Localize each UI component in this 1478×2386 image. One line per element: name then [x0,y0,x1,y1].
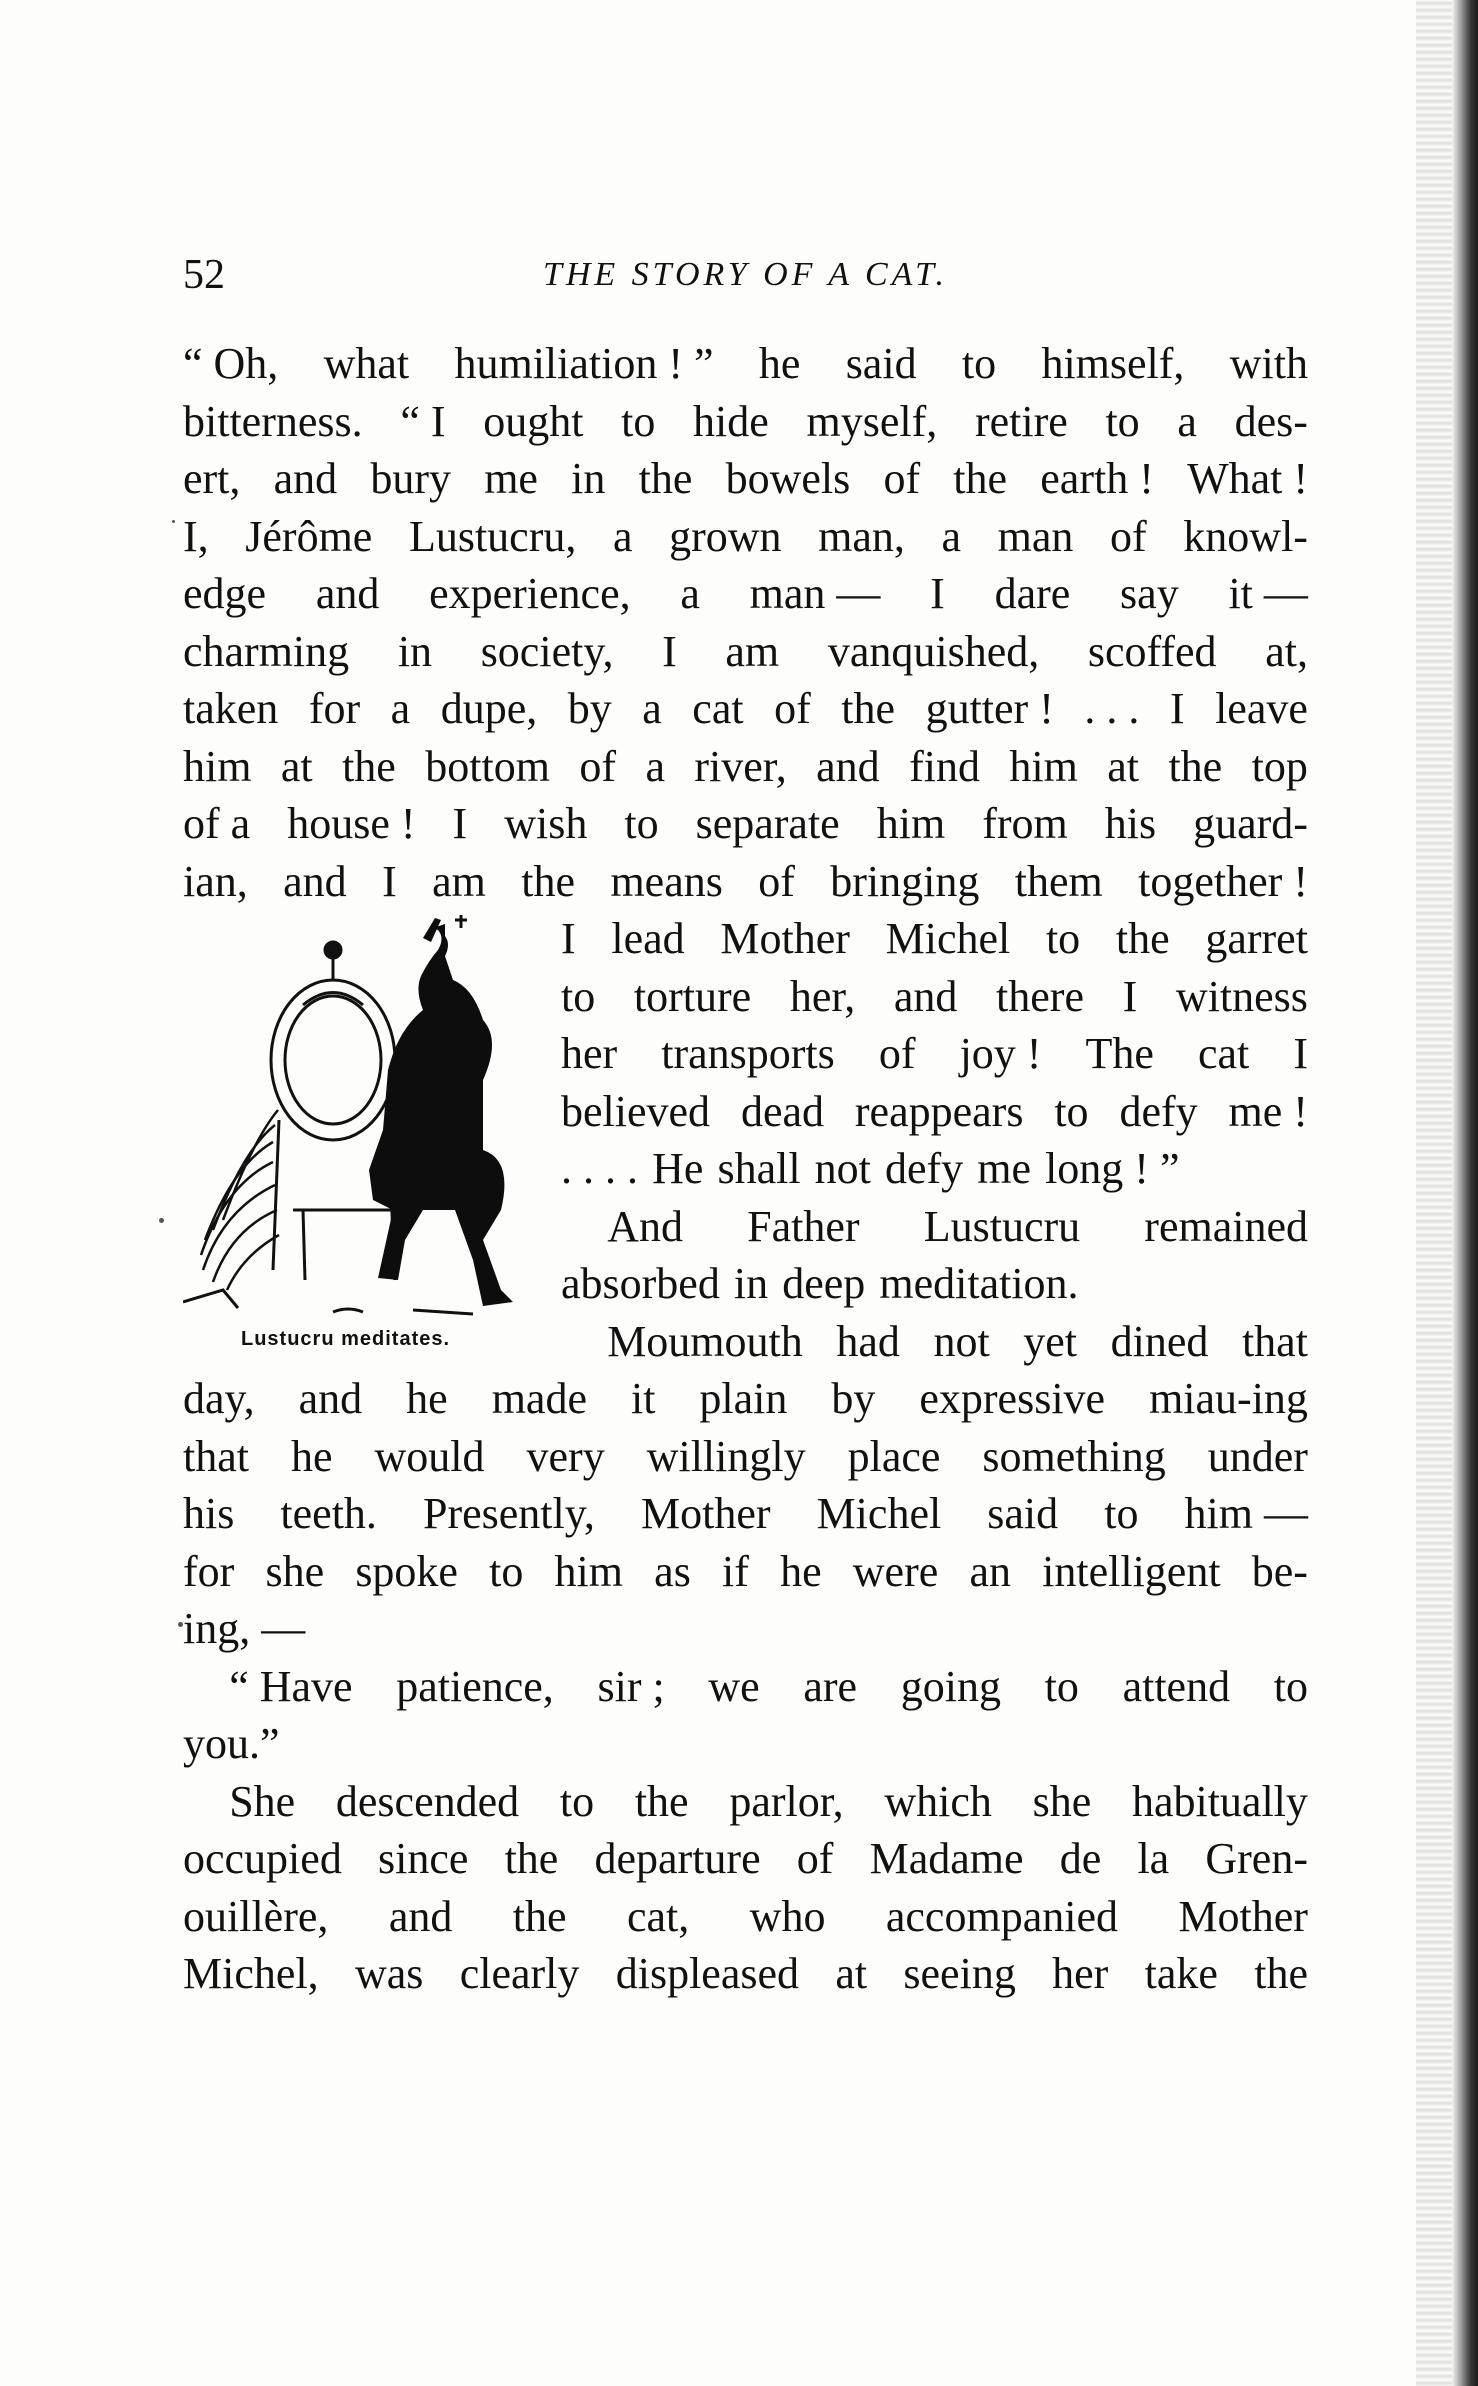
word: clearly [459,1949,580,1998]
word: bringing [830,856,980,906]
word: descended [335,1776,520,1826]
paper-speck [159,1218,164,1223]
word: a [941,511,962,561]
word: Mother [640,1489,771,1538]
word: and [816,741,880,791]
word: and [315,569,380,618]
word: if [722,1546,749,1596]
word: The [1085,1029,1154,1078]
word: made [491,1374,587,1423]
word: that [183,1431,249,1481]
word: vanquished, [827,626,1040,676]
word: joy ! [959,1029,1042,1078]
word: find [909,741,980,791]
word: I [662,626,677,676]
text-line [561,910,1308,968]
word: And [607,1201,683,1251]
word: was [354,1949,424,1998]
word: she [1032,1776,1092,1826]
word: Jérôme [245,511,373,561]
word: I [1169,684,1185,733]
illustration [183,910,543,1370]
word: him [183,741,252,791]
word: to [1104,1489,1139,1538]
word: say [1120,569,1179,618]
word: with [1229,339,1308,388]
text-line [183,450,1308,508]
word: I [452,799,468,848]
word: me [484,454,538,503]
word: occupied [183,1834,342,1883]
word: What ! [1187,454,1308,503]
word: in [733,1259,769,1308]
word: separate [695,799,840,848]
word: hide [693,396,769,446]
word: ouillère, [183,1891,329,1941]
word: de [1059,1834,1102,1883]
word: a [642,684,662,733]
word: bottom [425,741,550,791]
word: river, [694,741,787,791]
word: me ! [1228,1086,1308,1136]
text-line [183,1428,1308,1486]
paragraph-beside-figure [561,910,1308,1370]
word: humiliation ! ” [454,339,714,388]
word: the [504,1834,559,1883]
word: torture [633,971,752,1021]
word: what [323,339,410,388]
word: them [1014,856,1103,906]
word: departure [594,1834,761,1883]
word: to [559,1776,595,1826]
word: of a [183,799,251,848]
text-line [183,1485,1308,1543]
word: him [1009,741,1078,791]
word: there [996,971,1084,1021]
word: the [953,454,1008,503]
word: by [567,684,612,733]
word: society, [480,626,614,676]
word: of [579,741,617,791]
word: of [796,1834,834,1883]
word: would [374,1431,485,1481]
word: myself, [806,396,938,446]
word: to [1273,1661,1308,1711]
word: you.” [183,1719,280,1768]
word: place [847,1431,941,1481]
word: cat [692,684,744,733]
word: He [652,1144,704,1193]
word: ing, — [183,1604,306,1653]
word: of [878,1029,916,1078]
word: . . . . [561,1144,638,1193]
figure-wrap-zone [183,910,1308,1370]
word: yet [1023,1316,1078,1366]
word: bitterness. [183,396,363,446]
word: Michel, [183,1949,319,1998]
word: transports [661,1029,835,1078]
word: her [1052,1949,1109,1998]
word: and [388,1891,453,1941]
text-line [183,393,1308,451]
word: from [982,799,1068,848]
word: the [638,454,693,503]
paragraph-bottom [183,1370,1308,2003]
word: a [645,741,665,791]
word: scoffed [1087,626,1217,676]
word: des- [1234,396,1308,446]
word: grown [669,511,782,561]
word: the [1254,1949,1308,1998]
word: “ I [400,396,446,446]
word: leave [1215,684,1308,733]
word: we [708,1661,760,1711]
word: dead [740,1086,824,1136]
word: to [961,339,997,388]
word: the [512,1891,567,1941]
word: She [229,1776,296,1826]
word: her [561,1029,618,1078]
word: seeing [903,1949,1016,1998]
text-line [561,1313,1308,1371]
word: it [630,1374,656,1423]
word: him — [1184,1489,1308,1538]
text-line [561,1025,1308,1083]
word: day, [183,1374,255,1423]
word: garret [1205,914,1308,963]
word: to [1045,914,1081,963]
word: man [997,511,1074,561]
word: dupe, [440,684,538,733]
word: dare [994,569,1071,618]
text-line [183,853,1308,911]
word: ought [483,396,584,446]
word: she [265,1546,325,1596]
word: of [1110,511,1147,561]
word: Mother [1178,1891,1308,1941]
word: teeth. [280,1489,377,1538]
word: man — [749,569,881,618]
word: plain [699,1374,788,1423]
word: shall [717,1144,801,1193]
word: together ! [1138,856,1308,906]
word: Father [747,1201,860,1251]
word: . . . [1084,684,1140,733]
word: him [554,1546,623,1596]
word: that [1241,1316,1308,1366]
word: parlor, [729,1776,844,1826]
text-line [183,680,1308,738]
word: of [774,684,811,733]
word: to [561,971,596,1021]
text-line [183,1543,1308,1601]
word: I [930,569,945,618]
word: long ! ” [1045,1144,1180,1193]
word: ert, [183,454,241,503]
text-line [183,508,1308,566]
word: top [1251,741,1308,791]
word: spoke [355,1546,458,1596]
word: as [654,1546,691,1596]
word: take [1144,1949,1218,1998]
word: I [1293,1029,1308,1078]
word: Moumouth [607,1316,803,1366]
text-line [561,1140,1308,1198]
text-line [183,795,1308,853]
word: to [489,1546,524,1596]
word: and [893,971,958,1021]
word: at [835,1949,868,1998]
text-line [183,1945,1308,2003]
word: cat, [626,1891,690,1941]
word: he [780,1546,822,1596]
word: absorbed [561,1259,720,1308]
word: reappears [854,1086,1024,1136]
word: Presently, [423,1489,595,1538]
word: dined [1110,1316,1209,1366]
word: witness [1175,971,1308,1021]
page-number: 52 [183,252,225,298]
word: to [1054,1086,1089,1136]
text-line [183,1600,1308,1658]
word: her, [789,971,856,1021]
word: very [526,1431,605,1481]
word: wish [504,799,588,848]
word: a [390,684,411,733]
text-line [561,968,1308,1026]
word: guard- [1193,799,1308,848]
text-line [183,1658,1308,1716]
word: bowels [725,454,851,503]
word: taken [183,684,279,733]
word: his [1104,799,1157,848]
word: sir ; [597,1661,665,1711]
paper-speck [172,520,175,523]
word: since [377,1834,469,1883]
word: believed [561,1086,711,1136]
word: the [634,1776,689,1826]
word: said [987,1489,1059,1538]
word: la [1137,1834,1170,1883]
body-text [183,335,1308,2003]
word: of [883,454,921,503]
word: habitually [1131,1776,1308,1826]
word: means [610,856,723,906]
word: the [521,856,576,906]
text-line [561,1198,1308,1256]
word: Gren- [1205,1834,1308,1883]
word: by [831,1374,876,1423]
word: the [1115,914,1170,963]
word: meditation. [879,1259,1079,1308]
word: his [183,1489,235,1538]
word: in [397,626,433,676]
running-title: THE STORY OF A CAT. [542,256,949,293]
word: an [969,1546,1011,1596]
word: man, [818,511,905,561]
text-line [183,623,1308,681]
word: I [382,856,397,906]
word: edge [183,569,267,618]
word: the [841,684,896,733]
word: retire [974,396,1068,446]
word: me [977,1144,1031,1193]
text-line [561,1255,1308,1313]
word: I, [183,511,209,561]
word: of [758,856,795,906]
word: at [280,741,313,791]
word: I [561,914,576,963]
word: cat [1197,1029,1250,1078]
word: to [624,799,659,848]
word: not [933,1316,990,1366]
page-header [183,246,1308,306]
word: were [852,1546,939,1596]
text-line [561,1083,1308,1141]
text-line [183,738,1308,796]
word: are [803,1661,858,1711]
word: who [749,1891,826,1941]
word: and [298,1374,363,1423]
word: for [183,1546,235,1596]
word: displeased [615,1949,800,1998]
word: willingly [646,1431,806,1481]
word: the [1168,741,1223,791]
word: attend [1122,1661,1231,1711]
word: at, [1265,626,1308,676]
word: not [814,1144,871,1193]
word: himself, [1041,339,1185,388]
text-line [183,1370,1308,1428]
word: he [406,1374,448,1423]
word: under [1207,1431,1308,1481]
word: intelligent [1042,1546,1221,1596]
word: which [884,1776,992,1826]
word: to [621,396,656,446]
word: charming [183,626,350,676]
word: ian, [183,856,248,906]
word: Mother [720,914,850,963]
word: it — [1228,569,1308,618]
word: am [432,856,486,906]
word: deep [782,1259,866,1308]
text-line [183,565,1308,623]
word: a [1177,396,1197,446]
word: for [308,684,361,733]
word: had [836,1316,900,1366]
word: I [1122,971,1138,1021]
word: patience, [396,1661,554,1711]
word: lead [611,914,685,963]
word: house ! [287,799,416,848]
word: to [1105,396,1140,446]
word: and [283,856,347,906]
word: in [571,454,606,503]
word: Michel [885,914,1011,963]
word: bury [370,454,451,503]
word: experience, [429,569,631,618]
word: earth ! [1040,454,1154,503]
word: accompanied [885,1891,1118,1941]
word: to [1044,1661,1079,1711]
word: defy [1119,1086,1198,1136]
word: Lustucru [923,1201,1081,1251]
word: defy [884,1144,964,1193]
text-line [183,1830,1308,1888]
word: at [1107,741,1140,791]
word: he [758,339,801,388]
word: remained [1144,1201,1308,1251]
word: going [900,1661,1001,1711]
word: Madame [869,1834,1024,1883]
word: be- [1251,1546,1308,1596]
word: knowl- [1183,511,1308,561]
paragraph-top [183,335,1308,910]
text-line [183,1715,1308,1773]
word: him [876,799,946,848]
word: Michel [816,1489,942,1538]
word: said [845,339,917,388]
page-edge-shadow [1416,0,1456,2386]
man-seated-silhouette-icon [183,910,543,1330]
word: a [680,569,700,618]
word: expressive [919,1374,1106,1423]
word: and [273,454,338,503]
figure-caption: Lustucru meditates. [241,1328,451,1350]
word: miau-ing [1149,1374,1308,1423]
word: Lustucru, [408,511,577,561]
word: gutter ! [925,684,1054,733]
text-line [183,335,1308,393]
word: the [342,741,396,791]
word: something [982,1431,1166,1481]
word: he [290,1431,333,1481]
word: a [612,511,633,561]
word: “ Have [229,1661,353,1711]
word: am [725,626,780,676]
word: “ Oh, [183,339,279,388]
text-line [183,1888,1308,1946]
text-line [183,1773,1308,1831]
book-binding-edge [1452,0,1478,2386]
